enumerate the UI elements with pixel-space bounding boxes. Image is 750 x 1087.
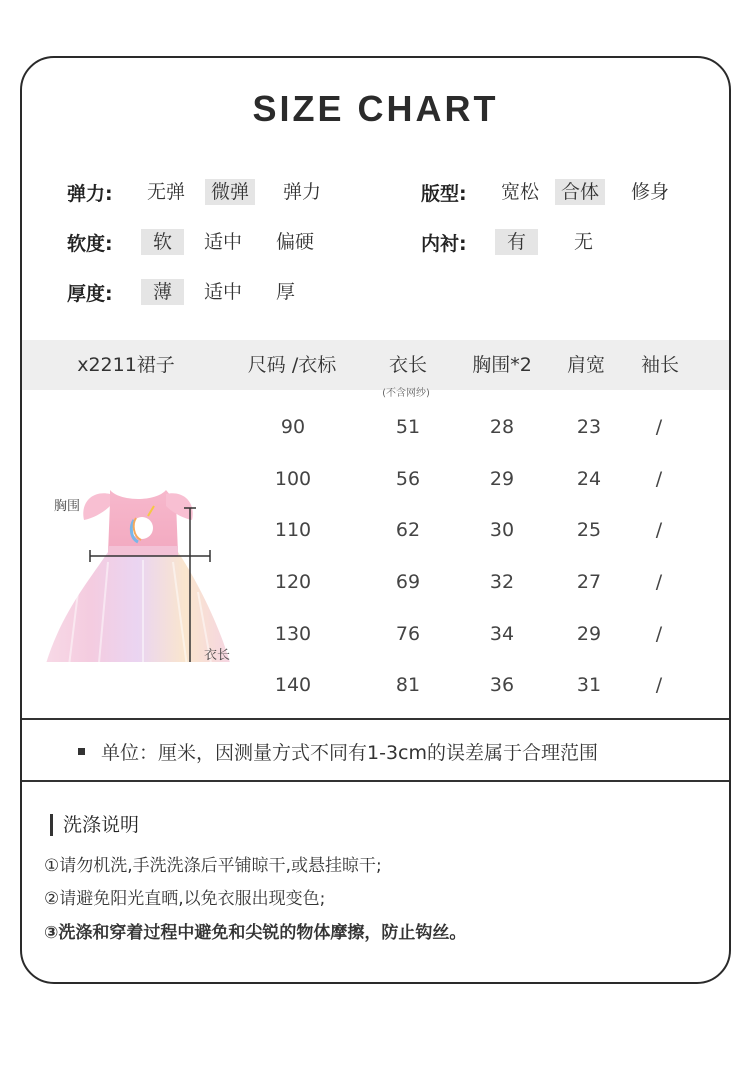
attr-lining — [421, 227, 599, 257]
table-cell: / — [655, 416, 663, 438]
attr-label: 软度: — [67, 232, 113, 255]
length-note: (不含网纱) — [382, 388, 430, 399]
attr-option: 适中 — [204, 281, 243, 303]
table-cell: 62 — [395, 519, 421, 541]
length-label: 衣长 — [204, 648, 231, 663]
table-cell: / — [655, 519, 663, 541]
table-cell: 29 — [576, 623, 602, 645]
attr-option: 无弹 — [147, 181, 186, 203]
product-name: x2211裙子 — [77, 354, 175, 376]
attr-option: 无 — [574, 231, 594, 253]
table-header — [22, 340, 729, 390]
wash-title: 洗涤说明 — [50, 814, 139, 836]
size-chart-card — [20, 56, 731, 984]
unit-note — [78, 738, 598, 765]
table-cell: 81 — [395, 674, 421, 696]
chest-label: 胸围 — [54, 499, 81, 514]
table-cell: 140 — [274, 674, 312, 696]
divider — [22, 718, 729, 720]
column-header: 袖长 — [640, 354, 680, 376]
table-cell: 24 — [576, 468, 602, 490]
wash-item: ③洗涤和穿着过程中避免和尖锐的物体摩擦，防止钩丝。 — [44, 923, 467, 943]
table-cell: 120 — [274, 571, 312, 593]
column-header: 衣长 — [388, 354, 428, 376]
attr-fit — [421, 177, 675, 207]
column-header: 尺码 /衣标 — [247, 354, 337, 376]
table-cell: 27 — [576, 571, 602, 593]
table-cell: 23 — [576, 416, 602, 438]
table-cell: 32 — [489, 571, 515, 593]
attr-label: 内衬: — [421, 232, 467, 255]
table-cell: 130 — [274, 623, 312, 645]
attr-label: 弹力: — [67, 182, 113, 205]
attr-elasticity — [67, 177, 327, 207]
attr-option: 修身 — [631, 181, 670, 203]
table-cell: 51 — [395, 416, 421, 438]
column-header: 肩宽 — [566, 354, 606, 376]
table-cell: / — [655, 674, 663, 696]
table-cell: 25 — [576, 519, 602, 541]
attr-option: 弹力 — [283, 181, 322, 203]
attr-option: 厚 — [276, 281, 296, 303]
attr-label: 厚度: — [67, 282, 113, 305]
dress-illustration — [38, 442, 238, 662]
table-cell: / — [655, 623, 663, 645]
attr-option-selected: 薄 — [141, 279, 184, 305]
attr-option-selected: 微弹 — [205, 179, 255, 205]
table-cell: 36 — [489, 674, 515, 696]
unit-note-text: 单位：厘米，因测量方式不同有1-3cm的误差属于合理范围 — [101, 742, 598, 764]
attr-label: 版型: — [421, 182, 467, 205]
table-cell: 31 — [576, 674, 602, 696]
attr-option: 宽松 — [501, 181, 540, 203]
table-cell: 29 — [489, 468, 515, 490]
table-cell: 76 — [395, 623, 421, 645]
table-cell: 100 — [274, 468, 312, 490]
table-cell: 90 — [280, 416, 306, 438]
table-cell: 110 — [274, 519, 312, 541]
attr-thickness — [67, 277, 301, 307]
table-cell: / — [655, 468, 663, 490]
divider — [22, 780, 729, 782]
column-header: 胸围*2 — [472, 354, 532, 376]
bullet-icon — [78, 748, 85, 755]
table-cell: 69 — [395, 571, 421, 593]
attr-option-selected: 合体 — [555, 179, 605, 205]
wash-item: ②请避免阳光直晒,以免衣服出现变色; — [44, 889, 326, 909]
attr-option-selected: 软 — [141, 229, 184, 255]
page-title: SIZE CHART — [252, 88, 499, 129]
attr-option-selected: 有 — [495, 229, 538, 255]
table-cell: 34 — [489, 623, 515, 645]
wash-item: ①请勿机洗,手洗洗涤后平铺晾干,或悬挂晾干; — [44, 856, 382, 876]
dress-image — [38, 442, 238, 662]
table-cell: / — [655, 571, 663, 593]
table-cell: 56 — [395, 468, 421, 490]
table-cell: 30 — [489, 519, 515, 541]
attr-softness — [67, 227, 320, 257]
attr-option: 偏硬 — [276, 231, 315, 253]
attr-option: 适中 — [204, 231, 243, 253]
table-cell: 28 — [489, 416, 515, 438]
